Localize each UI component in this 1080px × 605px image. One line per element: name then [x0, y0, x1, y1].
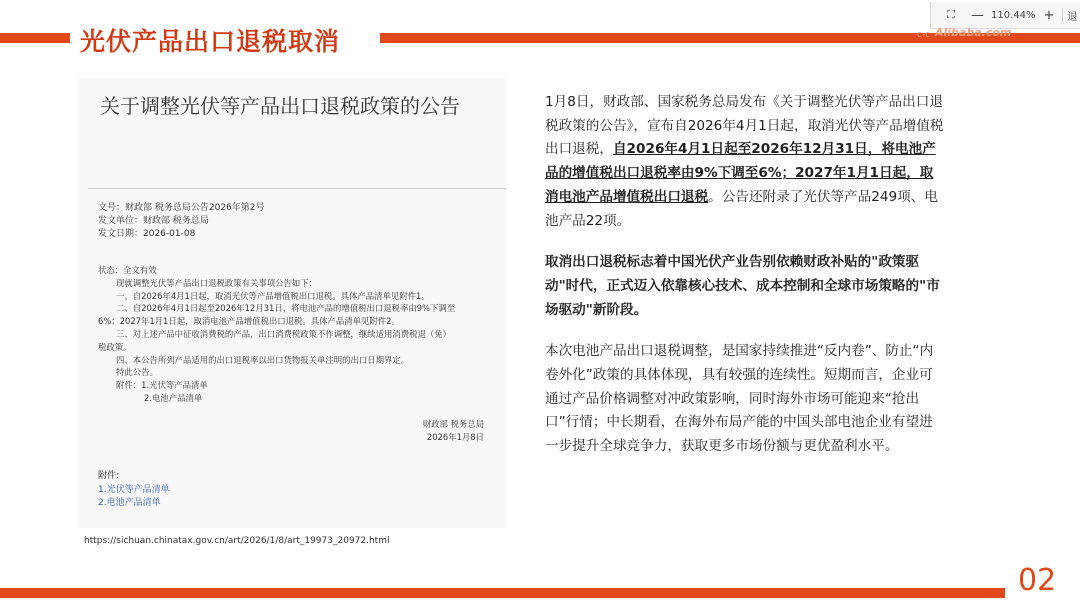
summary-p1-highlight: 自2026年4月1日起至2026年12月31日，将电池产品的增值税出口退税率由9%下调至6%；2027年1月1日起，取消电池产品增值税出口退税: [545, 141, 936, 205]
doc-item: 2.电池产品清单: [144, 392, 203, 403]
header-accent-bar-left: [0, 33, 70, 43]
doc-item: 税政策。: [98, 341, 132, 352]
summary-p1-tail: 。公告还附录了光伏等产品249项、电池产品22项。: [545, 188, 938, 229]
brand-logo-icon: c-c: [917, 30, 931, 40]
doc-item: 附件：1.光伏等产品清单: [116, 380, 208, 391]
toolbar-divider: [1062, 8, 1063, 22]
doc-meta-date: 发文日期：2026-01-08: [98, 229, 196, 239]
doc-intro: 现就调整光伏等产品出口退税政策有关事项公告如下：: [116, 277, 317, 288]
doc-divider: [88, 188, 506, 189]
document-screenshot: [78, 78, 506, 528]
summary-paragraph-3: 本次电池产品出口退税调整，是国家持续推进“反内卷”、防止“内卷外化”政策的具体体现，具有较强的连续性。短期而言，企业可通过产品价格调整对冲政策影响，同时海外市场可能迎来“抢出口”行情；中长期看，在海外布局产能的中国头部电池企业有望进一步提升全球竞争力，获取更多市场份额与更优盈利水平。: [545, 343, 934, 455]
exit-button[interactable]: 退: [1067, 11, 1078, 23]
doc-item: 四、本公告所列产品适用的出口退税率以出口货物报关单注明的出口日期界定。: [116, 354, 410, 365]
zoom-in-button[interactable]: +: [1043, 7, 1055, 23]
fit-screen-icon[interactable]: ⛶: [947, 8, 955, 21]
doc-item: 一、自2026年4月1日起，取消光伏等产品增值税出口退税。具体产品清单见附件1。: [116, 290, 430, 301]
doc-status: 状态：全文有效: [98, 265, 157, 275]
source-url: https://sichuan.chinatax.gov.cn/art/2026/1/8/art_19973_20972.html: [84, 536, 390, 546]
doc-item: 三、对上述产品中征收消费税的产品，出口消费税政策不作调整，继续适用消费税退（免）: [116, 328, 451, 339]
doc-signature: [418, 418, 484, 444]
doc-item: 6%；2027年1月1日起，取消电池产品增值税出口退税。具体产品清单见附件2。: [98, 316, 400, 327]
doc-sign-date: 2026年1月8日: [426, 432, 484, 442]
doc-attach-label: 附件:: [98, 471, 120, 481]
doc-meta-issuer: 发文单位：财政部 税务总局: [98, 216, 209, 226]
footer-accent-bar: [0, 588, 1005, 598]
attachment-link-1[interactable]: 1.光伏等产品清单: [98, 484, 170, 495]
doc-title: 关于调整光伏等产品出口退税政策的公告: [100, 94, 460, 118]
summary-text: [545, 91, 945, 459]
doc-sign-org: 财政部 税务总局: [422, 419, 484, 429]
attachment-link-2[interactable]: 2.电池产品清单: [98, 498, 161, 508]
doc-meta-number: 文号：财政部 税务总局公告2026年第2号: [98, 203, 265, 213]
summary-paragraph-1: [545, 91, 945, 233]
summary-p1-lead: 1月8日，财政部、国家税务总局发布《关于调整光伏等产品出口退税政策的公告》，宣布自2026年4月1日起，取消光伏等产品增值税出口退税，: [545, 94, 944, 158]
doc-item: 二、自2026年4月1日起至2026年12月31日，将电池产品的增值税出口退税率由9%下调至: [116, 303, 456, 314]
zoom-out-button[interactable]: —: [971, 7, 984, 23]
summary-paragraph-2: 取消出口退税标志着中国光伏产业告别依赖财政补贴的"政策驱动"时代，正式迈入依靠核心技术、成本控制和全球市场策略的"市场驱动"新阶段。: [545, 254, 940, 318]
page-title: 光伏产品出口退税取消: [80, 27, 341, 56]
page-number: 02: [1018, 563, 1057, 598]
doc-meta: [98, 202, 265, 241]
zoom-level: 110.44%: [991, 9, 1036, 21]
viewer-toolbar: [930, 2, 1080, 29]
doc-body: [98, 264, 488, 405]
brand-watermark: Alibaba.com: [935, 26, 1012, 39]
doc-attachments: [98, 470, 170, 511]
doc-item: 特此公告。: [116, 367, 158, 378]
